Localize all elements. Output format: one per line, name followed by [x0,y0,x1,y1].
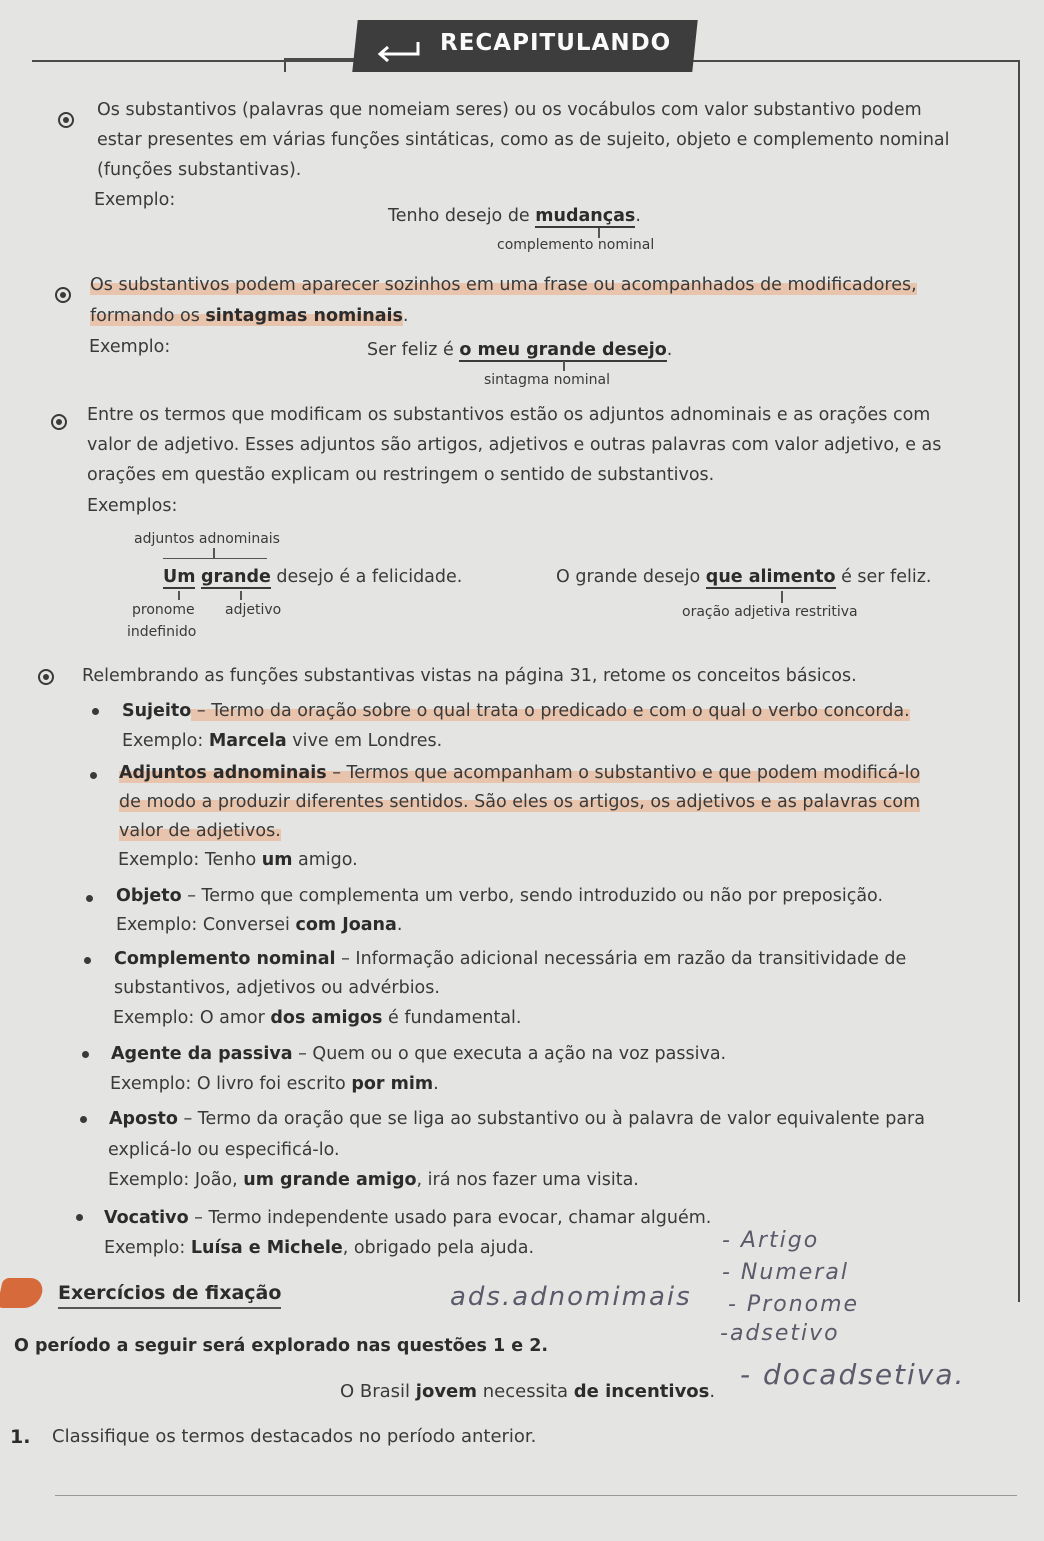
item-agente: Agente da passiva – Quem ou o que executa a ação na voz passiva. [111,1044,727,1064]
annotation-tick [781,591,783,603]
p2-example-sentence: Ser feliz é o meu grande desejo. [367,340,673,360]
p1-annotation: complemento nominal [497,237,655,253]
ex1-label-adjetivo: adjetivo [225,602,282,618]
bullet-icon [55,287,71,303]
p4-intro: Relembrando as funções substantivas vistas na página 31, retome os conceitos básicos. [82,666,857,686]
item-aposto-line2: explicá-lo ou especificá-lo. [108,1140,340,1160]
exercises-heading: Exercícios de fixação [58,1282,281,1309]
exercises-intro: O período a seguir será explorado nas questões 1 e 2. [14,1336,549,1356]
item-adjuntos-example: Exemplo: Tenho um amigo. [118,850,358,870]
item-objeto: Objeto – Termo que complementa um verbo, sendo introduzido ou não por preposição. [116,886,884,906]
item-objeto-example: Exemplo: Conversei com Joana. [116,915,403,935]
ex1-sentence: Um grande desejo é a felicidade. [163,567,463,587]
handwritten-list-item: - docadsetiva. [740,1358,966,1391]
exercises-sentence: O Brasil jovem necessita de incentivos. [340,1381,716,1402]
item-complemento: Complemento nominal – Informação adicional necessária em razão da transitividade de [114,949,907,969]
section-marker-icon [0,1278,45,1308]
handwritten-list-item: - Numeral [722,1260,849,1285]
handwritten-list-item: -adsetivo [720,1321,840,1346]
item-sujeito: Sujeito – Termo da oração sobre o qual trata o predicado e com o qual o verbo concorda. [122,701,910,721]
handwritten-note: ads.adnomimais [450,1282,692,1312]
list-bullet-icon [86,895,93,902]
p1-line1: Os substantivos (palavras que nomeiam seres) ou os vocábulos com valor substantivo podem [97,100,922,120]
annotation-tick [240,591,242,600]
p2-annotation: sintagma nominal [484,372,610,388]
ex2-sentence: O grande desejo que alimento é ser feliz. [556,567,932,587]
p3-line1: Entre os termos que modificam os substantivos estão os adjuntos adnominais e as orações com [87,405,931,425]
list-bullet-icon [80,1116,87,1123]
list-bullet-icon [76,1214,83,1221]
item-agente-example: Exemplo: O livro foi escrito por mim. [110,1074,439,1094]
item-complemento-example: Exemplo: O amor dos amigos é fundamental. [113,1008,522,1028]
item-vocativo: Vocativo – Termo independente usado para evocar, chamar alguém. [104,1208,712,1228]
bullet-icon [51,414,67,430]
ex2-label: oração adjetiva restritiva [682,604,858,620]
item-complemento-line2: substantivos, adjetivos ou advérbios. [114,978,440,998]
p2-line1: Os substantivos podem aparecer sozinhos em uma frase ou acompanhados de modificadores, [90,275,917,295]
bullet-icon [38,669,54,685]
item-aposto-example: Exemplo: João, um grande amigo, irá nos fazer uma visita. [108,1170,639,1190]
annotation-tick [213,548,215,558]
question-number: 1. [10,1426,31,1448]
bullet-icon [58,112,74,128]
p1-example-label: Exemplo: [94,190,176,210]
ex1-label-indefinido: indefinido [127,624,197,640]
item-adjuntos-line2: de modo a produzir diferentes sentidos. São eles os artigos, os adjetivos e as palavras com [119,792,921,812]
frame-edge [284,58,364,60]
p1-example-sentence: Tenho desejo de mudanças. [388,206,641,226]
p2-example-label: Exemplo: [89,337,171,357]
annotation-tick [563,361,565,371]
list-bullet-icon [90,772,97,779]
handwritten-list-item: - Pronome [728,1292,860,1317]
list-bullet-icon [92,708,99,715]
ex1-top-annotation: adjuntos adnominais [134,531,280,547]
item-vocativo-example: Exemplo: Luísa e Michele, obrigado pela ajuda. [104,1238,535,1258]
frame-edge [284,58,286,72]
return-arrow-icon [368,38,428,66]
p2-line2: formando os sintagmas nominais. [90,306,409,326]
section-title: RECAPITULANDO [440,30,672,56]
item-adjuntos: Adjuntos adnominais – Termos que acompanham o substantivo e que podem modificá-lo [119,763,921,783]
item-sujeito-example: Exemplo: Marcela vive em Londres. [122,731,443,751]
p3-line2: valor de adjetivo. Esses adjuntos são artigos, adjetivos e outras palavras com valor adjetivo, e as [87,435,942,455]
annotation-bracket [163,558,267,559]
ex1-label-pronome: pronome [132,602,195,618]
handwritten-list-item: - Artigo [722,1228,820,1253]
p1-line2: estar presentes em várias funções sintáticas, como as de sujeito, objeto e complemento nominal [97,130,950,150]
answer-line[interactable] [55,1495,1017,1496]
question-text: Classifique os termos destacados no período anterior. [52,1426,537,1447]
annotation-tick [178,591,180,600]
list-bullet-icon [84,957,91,964]
item-aposto: Aposto – Termo da oração que se liga ao substantivo ou à palavra de valor equivalente para [109,1109,925,1129]
item-adjuntos-line3: valor de adjetivos. [119,821,281,841]
p1-line3: (funções substantivas). [97,160,302,180]
p3-example-label: Exemplos: [87,496,178,516]
p3-line3: orações em questão explicam ou restringem o sentido de substantivos. [87,465,715,485]
list-bullet-icon [82,1051,89,1058]
